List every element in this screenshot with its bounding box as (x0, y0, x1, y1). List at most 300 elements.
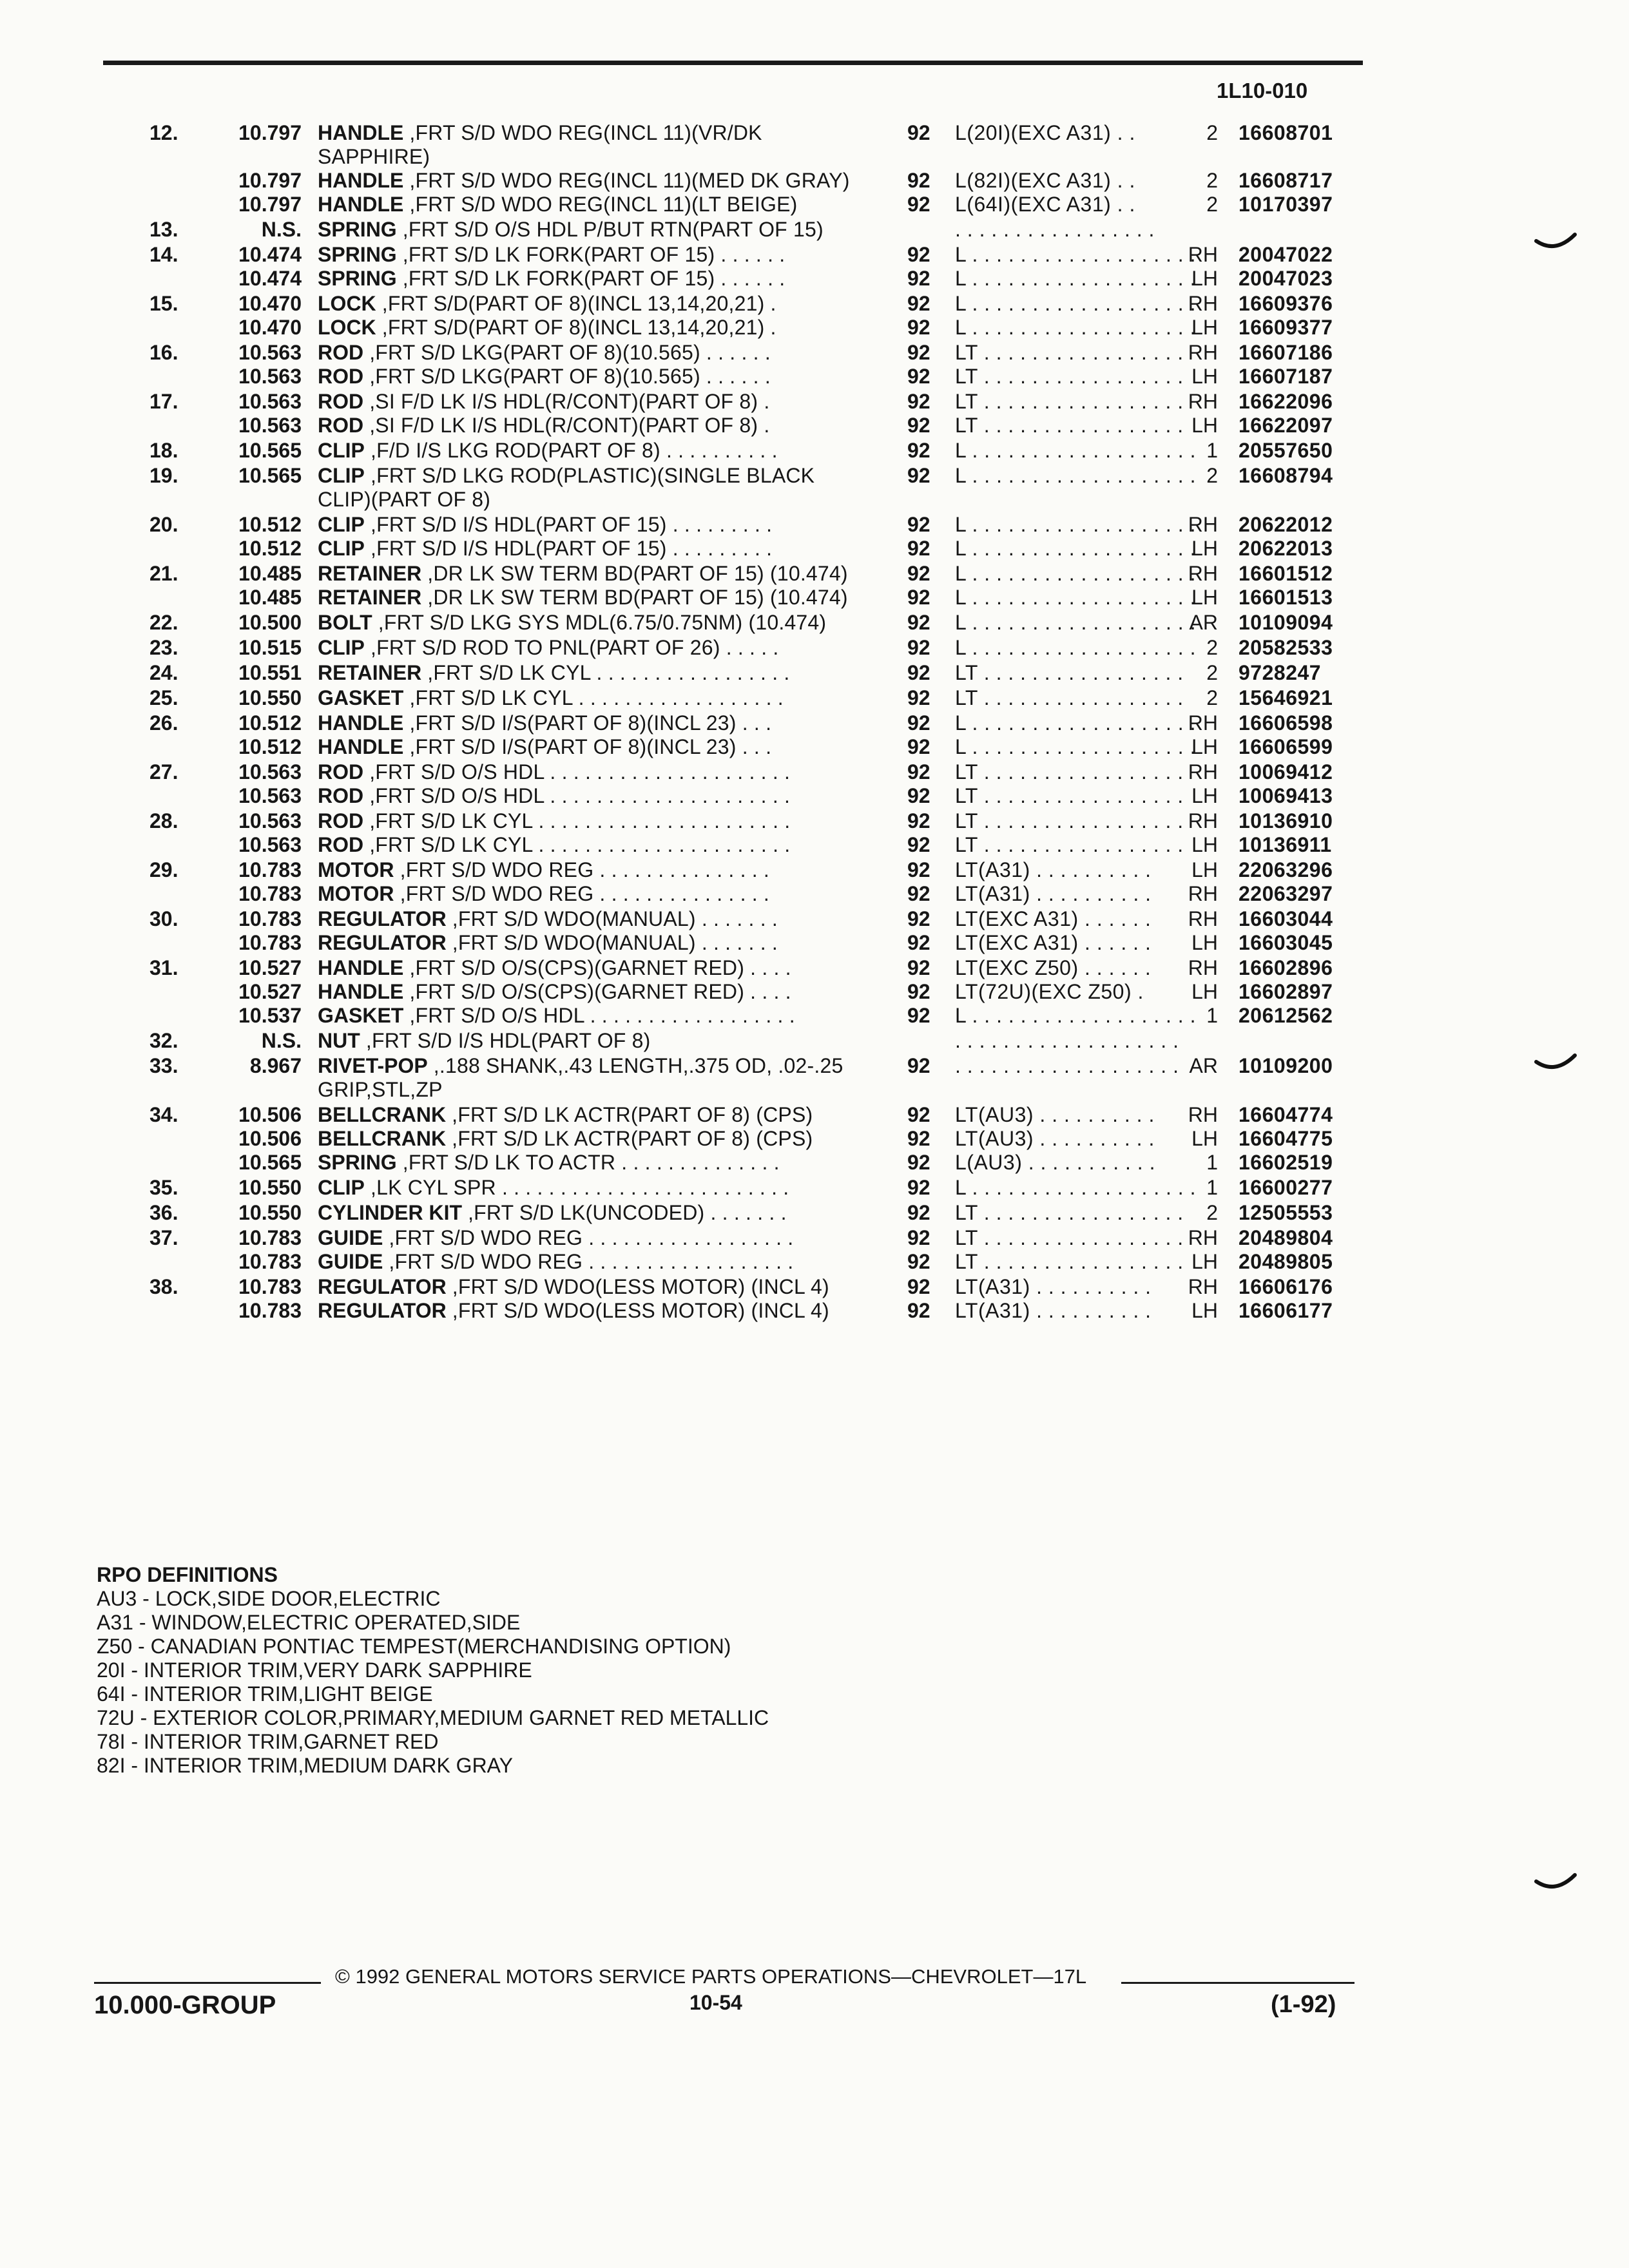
part-row (0, 980, 1629, 1004)
part-detail: ,FRT S/D I/S(PART OF 8)(INCL 23) . . . (403, 735, 772, 758)
usage-code: L(82I)(EXC A31) . . (955, 169, 1135, 192)
quantity: LH (1191, 1127, 1218, 1150)
group-number: 10.563 (238, 341, 302, 364)
group-number: 10.797 (238, 121, 302, 144)
model-year: 92 (907, 513, 930, 536)
quantity: AR (1189, 611, 1218, 634)
part-detail: ,.188 SHANK,.43 LENGTH,.375 OD, .02-.25 GRIP,STL,ZP (318, 1054, 849, 1101)
part-row (0, 1151, 1629, 1175)
model-year: 92 (907, 439, 930, 462)
group-number: 10.565 (238, 464, 302, 487)
rpo-item: 72U - EXTERIOR COLOR,PRIMARY,MEDIUM GARNET RED METALLIC (97, 1706, 769, 1729)
part-row (0, 243, 1629, 267)
quantity: RH (1188, 956, 1218, 979)
part-row (0, 1029, 1629, 1053)
part-detail: ,FRT S/D O/S(CPS)(GARNET RED) . . . . (403, 980, 791, 1003)
part-detail: ,LK CYL SPR . . . . . . . . . . . . . . . . . . . . . . . . . (364, 1176, 789, 1199)
usage-code: L . . . . . . . . . . . . . . . . . . . (955, 586, 1196, 609)
usage-code: . . . . . . . . . . . . . . . . . . . (955, 1029, 1179, 1052)
model-year: 92 (907, 1103, 930, 1126)
model-year: 92 (907, 1004, 930, 1027)
part-noun: HANDLE (318, 980, 404, 1003)
part-detail: ,FRT S/D WDO REG(INCL 11)(MED DK GRAY) (403, 169, 850, 192)
usage-code: LT(EXC A31) . . . . . . (955, 907, 1152, 930)
group-number: 10.527 (238, 980, 302, 1003)
group-number: 10.563 (238, 784, 302, 807)
quantity: 1 (1206, 439, 1218, 462)
part-row (0, 809, 1629, 833)
part-detail: ,FRT S/D WDO REG . . . . . . . . . . . . . . . . . . (383, 1226, 794, 1249)
part-number: 16606176 (1239, 1275, 1333, 1298)
part-description (318, 882, 859, 906)
part-row (0, 1127, 1629, 1151)
part-number: 10170397 (1239, 193, 1333, 216)
part-row (0, 1201, 1629, 1225)
part-noun: RETAINER (318, 586, 422, 609)
rpo-item: Z50 - CANADIAN PONTIAC TEMPEST(MERCHANDISING OPTION) (97, 1635, 731, 1658)
part-row (0, 686, 1629, 710)
part-noun: MOTOR (318, 858, 394, 881)
part-description (318, 243, 859, 267)
part-row (0, 1299, 1629, 1323)
quantity: AR (1189, 1054, 1218, 1077)
part-detail: ,FRT S/D WDO REG . . . . . . . . . . . . . . . . . . (383, 1250, 794, 1273)
usage-code: LT . . . . . . . . . . . . . . . . . (955, 1226, 1184, 1249)
part-number: 22063296 (1239, 858, 1333, 881)
part-description (318, 1151, 859, 1175)
usage-code: LT . . . . . . . . . . . . . . . . . (955, 809, 1184, 832)
group-number: 10.527 (238, 956, 302, 979)
usage-code: L . . . . . . . . . . . . . . . . . . . (955, 611, 1196, 634)
part-detail: ,FRT S/D LK FORK(PART OF 15) . . . . . . (396, 267, 786, 290)
part-row (0, 169, 1629, 193)
part-detail: ,FRT S/D O/S(CPS)(GARNET RED) . . . . (403, 956, 791, 979)
group-number: 10.783 (238, 1299, 302, 1322)
part-noun: SPRING (318, 243, 397, 266)
model-year: 92 (907, 833, 930, 856)
usage-code: LT . . . . . . . . . . . . . . . . . (955, 414, 1184, 437)
part-number: 10109094 (1239, 611, 1333, 634)
quantity: RH (1188, 341, 1218, 364)
part-row (0, 956, 1629, 980)
model-year: 92 (907, 414, 930, 437)
quantity: LH (1191, 537, 1218, 560)
part-row (0, 390, 1629, 414)
part-description (318, 439, 859, 463)
model-year: 92 (907, 1054, 930, 1077)
model-year: 92 (907, 636, 930, 659)
part-description (318, 267, 859, 291)
figure-number: 36. (149, 1201, 178, 1224)
part-row (0, 464, 1629, 512)
part-number: 16601512 (1239, 562, 1333, 585)
part-detail: ,FRT S/D WDO(MANUAL) . . . . . . . (446, 931, 778, 954)
part-number: 16609376 (1239, 292, 1333, 315)
part-number: 16607187 (1239, 365, 1333, 388)
group-number: 10.551 (238, 661, 302, 684)
model-year: 92 (907, 169, 930, 192)
part-noun: REGULATOR (318, 1275, 447, 1298)
part-detail: ,F/D I/S LKG ROD(PART OF 8) . . . . . . . . . . (364, 439, 778, 462)
revision-date: (1-92) (1271, 1991, 1336, 2018)
quantity: RH (1188, 1275, 1218, 1298)
model-year: 92 (907, 1176, 930, 1199)
part-detail: ,FRT S/D LK FORK(PART OF 15) . . . . . . (396, 243, 786, 266)
part-noun: LOCK (318, 316, 376, 339)
page-code: 1L10-010 (1217, 79, 1308, 102)
part-row (0, 907, 1629, 931)
group-number: 10.783 (238, 907, 302, 930)
usage-code: LT(EXC Z50) . . . . . . (955, 956, 1152, 979)
page-number: 10-54 (689, 1991, 742, 2014)
quantity: LH (1191, 267, 1218, 290)
part-description (318, 562, 859, 586)
part-number: 9728247 (1239, 661, 1322, 684)
figure-number: 19. (149, 464, 178, 487)
quantity: RH (1188, 907, 1218, 930)
group-number: 10.783 (238, 1226, 302, 1249)
figure-number: 24. (149, 661, 178, 684)
usage-code: L . . . . . . . . . . . . . . . . . . . (955, 439, 1196, 462)
model-year: 92 (907, 735, 930, 758)
part-detail: ,FRT S/D I/S HDL(PART OF 15) . . . . . . . . . (364, 513, 773, 536)
part-detail: ,FRT S/D O/S HDL P/BUT RTN(PART OF 15) (396, 218, 824, 241)
part-detail: ,SI F/D LK I/S HDL(R/CONT)(PART OF 8) . (363, 390, 770, 413)
group-number: 10.474 (238, 267, 302, 290)
part-row (0, 661, 1629, 685)
part-description (318, 661, 859, 685)
model-year: 92 (907, 464, 930, 487)
part-row (0, 365, 1629, 389)
part-noun: HANDLE (318, 193, 404, 216)
part-description (318, 390, 859, 414)
group-number: 10.470 (238, 292, 302, 315)
usage-code: L . . . . . . . . . . . . . . . . . . . (955, 711, 1196, 735)
part-detail: ,FRT S/D LK(UNCODED) . . . . . . . (462, 1201, 787, 1224)
quantity: LH (1191, 833, 1218, 856)
part-number: 10109200 (1239, 1054, 1333, 1077)
part-number: 20557650 (1239, 439, 1333, 462)
part-detail: ,FRT S/D WDO REG(INCL 11)(VR/DK SAPPHIRE) (318, 121, 768, 168)
quantity: 2 (1206, 464, 1218, 487)
usage-code: LT(AU3) . . . . . . . . . . (955, 1127, 1155, 1150)
part-detail: ,FRT S/D LKG SYS MDL(6.75/0.75NM) (10.474) (372, 611, 827, 634)
usage-code: L . . . . . . . . . . . . . . . . . . . (955, 537, 1196, 560)
part-row (0, 858, 1629, 882)
rpo-title: RPO DEFINITIONS (97, 1563, 278, 1586)
part-description (318, 735, 859, 759)
part-number: 20622012 (1239, 513, 1333, 536)
model-year: 92 (907, 882, 930, 905)
part-description (318, 1226, 859, 1250)
usage-code: L . . . . . . . . . . . . . . . . . . . (955, 464, 1196, 487)
usage-code: LT . . . . . . . . . . . . . . . . . (955, 760, 1184, 783)
part-description (318, 809, 859, 833)
usage-code: L . . . . . . . . . . . . . . . . . . . (955, 1176, 1196, 1199)
part-row (0, 414, 1629, 437)
quantity: 2 (1206, 1201, 1218, 1224)
part-description (318, 1054, 859, 1102)
model-year: 92 (907, 1226, 930, 1249)
quantity: LH (1191, 784, 1218, 807)
part-detail: ,SI F/D LK I/S HDL(R/CONT)(PART OF 8) . (363, 414, 770, 437)
model-year: 92 (907, 661, 930, 684)
usage-code: LT(A31) . . . . . . . . . . (955, 858, 1152, 881)
part-description (318, 686, 859, 710)
part-number: 16606598 (1239, 711, 1333, 735)
part-row (0, 513, 1629, 537)
usage-code: LT(AU3) . . . . . . . . . . (955, 1103, 1155, 1126)
model-year: 92 (907, 711, 930, 735)
footer-rule-right (1121, 1982, 1354, 1984)
part-row (0, 1226, 1629, 1250)
model-year: 92 (907, 1151, 930, 1174)
part-description (318, 1176, 859, 1200)
part-description (318, 980, 859, 1004)
part-noun: HANDLE (318, 711, 404, 735)
figure-number: 30. (149, 907, 178, 930)
group-number: 10.797 (238, 169, 302, 192)
model-year: 92 (907, 121, 930, 144)
figure-number: 21. (149, 562, 178, 585)
part-noun: CYLINDER KIT (318, 1201, 462, 1224)
part-description (318, 537, 859, 561)
model-year: 92 (907, 267, 930, 290)
quantity: RH (1188, 760, 1218, 783)
group-number: 10.500 (238, 611, 302, 634)
part-description (318, 218, 859, 242)
quantity: 2 (1206, 121, 1218, 144)
part-noun: BELLCRANK (318, 1127, 447, 1150)
part-row (0, 1054, 1629, 1102)
group-number: 10.550 (238, 1201, 302, 1224)
figure-number: 33. (149, 1054, 178, 1077)
part-detail: ,FRT S/D WDO(LESS MOTOR) (INCL 4) (446, 1275, 829, 1298)
model-year: 92 (907, 341, 930, 364)
part-noun: CLIP (318, 1176, 365, 1199)
usage-code: LT . . . . . . . . . . . . . . . . . (955, 365, 1184, 388)
quantity: 1 (1206, 1176, 1218, 1199)
part-noun: MOTOR (318, 882, 394, 905)
part-row (0, 1275, 1629, 1299)
quantity: LH (1191, 980, 1218, 1003)
part-detail: ,FRT S/D I/S HDL(PART OF 15) . . . . . . . . . (364, 537, 773, 560)
part-noun: BOLT (318, 611, 372, 634)
quantity: 2 (1206, 661, 1218, 684)
group-number: 10.485 (238, 562, 302, 585)
figure-number: 23. (149, 636, 178, 659)
usage-code: LT(A31) . . . . . . . . . . (955, 1275, 1152, 1298)
part-number: 16601513 (1239, 586, 1333, 609)
part-noun: SPRING (318, 218, 397, 241)
usage-code: L . . . . . . . . . . . . . . . . . . . (955, 513, 1196, 536)
part-description (318, 1029, 859, 1053)
part-number: 20489805 (1239, 1250, 1333, 1273)
usage-code: L(64I)(EXC A31) . . (955, 193, 1135, 216)
part-noun: HANDLE (318, 956, 404, 979)
rpo-item: A31 - WINDOW,ELECTRIC OPERATED,SIDE (97, 1611, 521, 1634)
part-number: 10136910 (1239, 809, 1333, 832)
part-row (0, 611, 1629, 635)
part-description (318, 1299, 859, 1323)
group-number: N.S. (261, 218, 302, 241)
part-detail: ,FRT S/D(PART OF 8)(INCL 13,14,20,21) . (376, 316, 776, 339)
part-row (0, 292, 1629, 316)
part-noun: SPRING (318, 1151, 397, 1174)
check-mark (1535, 233, 1576, 253)
part-noun: LOCK (318, 292, 376, 315)
quantity: RH (1188, 882, 1218, 905)
group-number: 10.515 (238, 636, 302, 659)
part-noun: GUIDE (318, 1226, 383, 1249)
figure-number: 28. (149, 809, 178, 832)
usage-code: . . . . . . . . . . . . . . . . . . . (955, 1054, 1179, 1077)
part-detail: ,FRT S/D O/S HDL . . . . . . . . . . . . . . . . . . (403, 1004, 795, 1027)
group-number: 10.537 (238, 1004, 302, 1027)
rpo-list (97, 1587, 769, 1778)
model-year: 92 (907, 586, 930, 609)
part-description (318, 193, 859, 216)
group-number: 10.485 (238, 586, 302, 609)
part-number: 16602897 (1239, 980, 1333, 1003)
part-noun: ROD (318, 390, 364, 413)
figure-number: 14. (149, 243, 178, 266)
part-noun: ROD (318, 784, 364, 807)
part-detail: ,FRT S/D LK CYL . . . . . . . . . . . . . . . . . . (403, 686, 784, 709)
quantity: LH (1191, 414, 1218, 437)
part-description (318, 1275, 859, 1299)
part-number: 20622013 (1239, 537, 1333, 560)
part-row (0, 537, 1629, 561)
part-row (0, 1250, 1629, 1274)
part-row (0, 193, 1629, 216)
part-row (0, 784, 1629, 808)
part-number: 16608717 (1239, 169, 1333, 192)
part-noun: REGULATOR (318, 1299, 447, 1322)
quantity: RH (1188, 243, 1218, 266)
part-description (318, 586, 859, 610)
usage-code: LT . . . . . . . . . . . . . . . . . (955, 686, 1184, 709)
model-year: 92 (907, 1201, 930, 1224)
group-number: 10.474 (238, 243, 302, 266)
quantity: RH (1188, 809, 1218, 832)
figure-number: 31. (149, 956, 178, 979)
part-noun: HANDLE (318, 735, 404, 758)
group-number: 10.506 (238, 1127, 302, 1150)
part-description (318, 341, 859, 365)
part-noun: HANDLE (318, 169, 404, 192)
part-description (318, 611, 859, 635)
part-detail: ,FRT S/D I/S(PART OF 8)(INCL 23) . . . (403, 711, 772, 735)
rpo-item: 78I - INTERIOR TRIM,GARNET RED (97, 1730, 439, 1753)
part-noun: ROD (318, 809, 364, 832)
usage-code: L . . . . . . . . . . . . . . . . . . . (955, 267, 1196, 290)
part-description (318, 858, 859, 882)
part-noun: ROD (318, 760, 364, 783)
part-noun: CLIP (318, 636, 365, 659)
part-number: 16602519 (1239, 1151, 1333, 1174)
part-number: 16622097 (1239, 414, 1333, 437)
group-number: 10.565 (238, 439, 302, 462)
group-number: 10.565 (238, 1151, 302, 1174)
figure-number: 32. (149, 1029, 178, 1052)
part-number: 20047023 (1239, 267, 1333, 290)
part-number: 10069413 (1239, 784, 1333, 807)
model-year: 92 (907, 292, 930, 315)
part-detail: ,FRT S/D O/S HDL . . . . . . . . . . . . . . . . . . . . . (363, 760, 791, 783)
part-noun: ROD (318, 833, 364, 856)
part-noun: BELLCRANK (318, 1103, 447, 1126)
part-number: 16602896 (1239, 956, 1333, 979)
figure-number: 27. (149, 760, 178, 783)
usage-code: L . . . . . . . . . . . . . . . . . . . (955, 735, 1196, 758)
quantity: RH (1188, 711, 1218, 735)
quantity: RH (1188, 390, 1218, 413)
figure-number: 18. (149, 439, 178, 462)
group-number: 10.512 (238, 711, 302, 735)
part-noun: NUT (318, 1029, 360, 1052)
quantity: RH (1188, 513, 1218, 536)
part-description (318, 760, 859, 784)
usage-code: L(20I)(EXC A31) . . (955, 121, 1135, 144)
quantity: RH (1188, 292, 1218, 315)
quantity: 1 (1206, 1004, 1218, 1027)
part-number: 20489804 (1239, 1226, 1333, 1249)
usage-code: LT . . . . . . . . . . . . . . . . . (955, 661, 1184, 684)
model-year: 92 (907, 365, 930, 388)
usage-code: LT . . . . . . . . . . . . . . . . . (955, 390, 1184, 413)
group-number: 10.797 (238, 193, 302, 216)
part-description (318, 464, 859, 512)
part-number: 16603045 (1239, 931, 1333, 954)
figure-number: 22. (149, 611, 178, 634)
usage-code: LT(EXC A31) . . . . . . (955, 931, 1152, 954)
rpo-item: 82I - INTERIOR TRIM,MEDIUM DARK GRAY (97, 1754, 513, 1777)
part-number: 15646921 (1239, 686, 1333, 709)
top-rule (103, 61, 1363, 65)
quantity: 2 (1206, 636, 1218, 659)
part-description (318, 1004, 859, 1028)
group-number: 10.563 (238, 414, 302, 437)
part-detail: ,FRT S/D LK TO ACTR . . . . . . . . . . . . . . (396, 1151, 780, 1174)
part-noun: RIVET-POP (318, 1054, 428, 1077)
part-detail: ,FRT S/D LK ACTR(PART OF 8) (CPS) (446, 1103, 813, 1126)
part-number: 16608794 (1239, 464, 1333, 487)
part-row (0, 267, 1629, 291)
quantity: 2 (1206, 193, 1218, 216)
part-detail: ,FRT S/D WDO REG . . . . . . . . . . . . . . . (394, 882, 770, 905)
model-year: 92 (907, 858, 930, 881)
model-year: 92 (907, 980, 930, 1003)
part-description (318, 833, 859, 857)
group-number: 10.783 (238, 1250, 302, 1273)
part-noun: GASKET (318, 1004, 404, 1027)
group-number: 10.783 (238, 931, 302, 954)
usage-code: L . . . . . . . . . . . . . . . . . . . (955, 243, 1196, 266)
part-detail: ,FRT S/D I/S HDL(PART OF 8) (360, 1029, 651, 1052)
figure-number: 13. (149, 218, 178, 241)
part-row (0, 1004, 1629, 1028)
part-number: 12505553 (1239, 1201, 1333, 1224)
part-noun: ROD (318, 341, 364, 364)
model-year: 92 (907, 316, 930, 339)
copyright: © 1992 GENERAL MOTORS SERVICE PARTS OPERATIONS—CHEVROLET—17L (335, 1965, 1087, 1988)
part-row (0, 735, 1629, 759)
group-number: 10.550 (238, 1176, 302, 1199)
part-detail: ,FRT S/D ROD TO PNL(PART OF 26) . . . . . (364, 636, 779, 659)
usage-code: L . . . . . . . . . . . . . . . . . . . (955, 292, 1196, 315)
quantity: 2 (1206, 169, 1218, 192)
